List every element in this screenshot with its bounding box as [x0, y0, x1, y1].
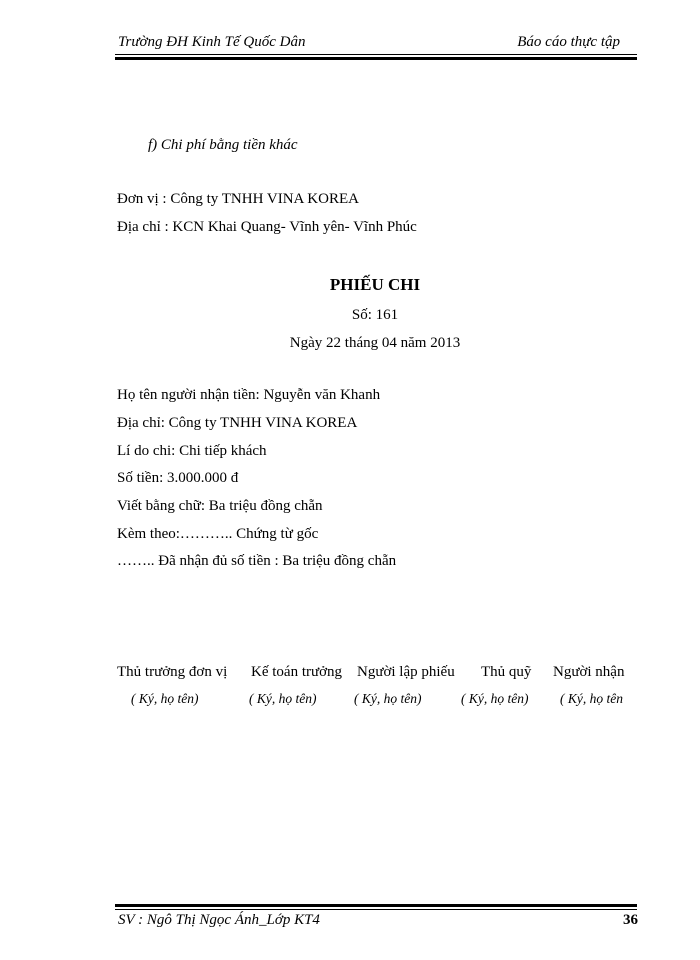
page-number: 36 — [623, 912, 638, 928]
detail-reason: Lí do chi: Chi tiếp khách — [117, 443, 267, 459]
signature-role-director: Thủ trưởng đơn vị — [117, 664, 228, 680]
voucher-title: PHIẾU CHI — [329, 275, 421, 294]
header-rule-thin — [115, 54, 637, 55]
detail-amount-words: Viết bằng chữ: Ba triệu đồng chẵn — [117, 498, 323, 514]
detail-attachments: Kèm theo:……….. Chứng từ gốc — [117, 526, 319, 542]
company-unit: Đơn vị : Công ty TNHH VINA KOREA — [117, 191, 359, 207]
footer-rule-thick — [115, 904, 637, 907]
footer-student: SV : Ngô Thị Ngọc Ánh_Lớp KT4 — [118, 912, 320, 928]
detail-received: …….. Đã nhận đủ số tiền : Ba triệu đồng chẵn — [117, 553, 397, 569]
signature-role-chief-accountant: Kế toán trưởng — [251, 664, 343, 680]
detail-amount: Số tiền: 3.000.000 đ — [117, 470, 239, 486]
company-address: Địa chỉ : KCN Khai Quang- Vĩnh yên- Vĩnh Phúc — [117, 219, 417, 235]
header-report-title: Báo cáo thực tập — [517, 34, 620, 50]
detail-address: Địa chỉ: Công ty TNHH VINA KOREA — [117, 415, 358, 431]
signature-role-cashier: Thủ quỹ — [481, 664, 532, 680]
voucher-date: Ngày 22 tháng 04 năm 2013 — [289, 335, 461, 351]
signature-note-preparer: ( Ký, họ tên) — [354, 691, 422, 706]
section-heading: f) Chi phí bằng tiền khác — [148, 137, 298, 153]
header-rule-thick — [115, 57, 637, 60]
signature-note-director: ( Ký, họ tên) — [131, 691, 199, 706]
signature-role-preparer: Người lập phiếu — [357, 664, 455, 680]
detail-recipient: Họ tên người nhận tiền: Nguyễn văn Khanh — [117, 387, 381, 403]
header-school: Trường ĐH Kinh Tế Quốc Dân — [118, 34, 306, 50]
signature-note-chief-accountant: ( Ký, họ tên) — [249, 691, 317, 706]
voucher-number: Số: 161 — [351, 307, 399, 323]
signature-note-receiver: ( Ký, họ tên — [560, 691, 623, 706]
signature-note-cashier: ( Ký, họ tên) — [461, 691, 529, 706]
footer-rule-thin — [115, 909, 637, 910]
signature-role-receiver: Người nhận — [553, 664, 625, 680]
